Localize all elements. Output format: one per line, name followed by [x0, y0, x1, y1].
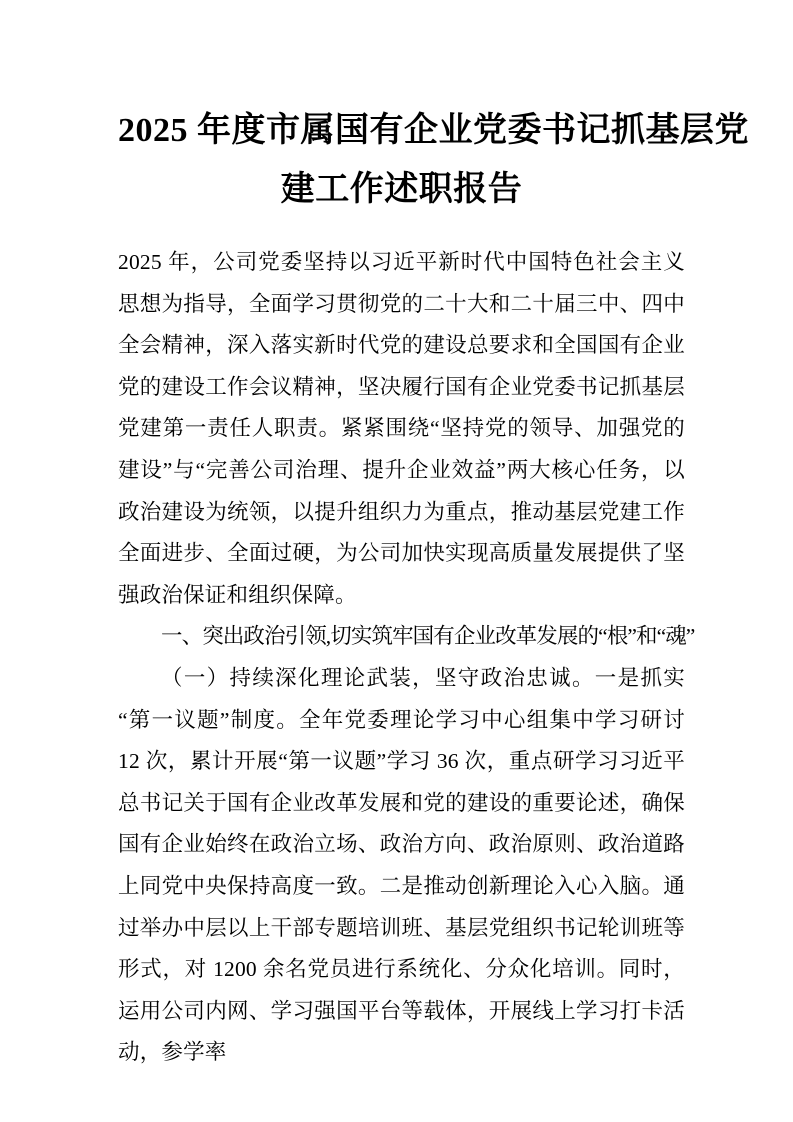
document-title-line-1: 2025 年度市属国有企业党委书记抓基层党 — [118, 112, 749, 149]
section-heading: 一、突出政治引领,切实筑牢国有企业改革发展的“根”和“魂” — [161, 624, 695, 649]
document-title — [118, 101, 749, 219]
intro-paragraph: 2025 年，公司党委坚持以习近平新时代中国特色社会主义思想为指导，全面学习贯彻党的二十大和二十届三中、四中全会精神，深入落实新时代党的建设总要求和全国国有企业党的建设工作会议精神，坚决履行国有企业党委书记抓基层党建第一责任人职责。紧紧围绕“坚持党的领导、加强党的建设”与“完善公司治理、提升企业效益”两大核心任务，以政治建设为统领，以提升组织力为重点，推动基层党建工作全面进步、全面过硬，为公司加快实现高质量发展提供了坚强政治保证和组织保障。 — [118, 250, 685, 607]
document-body — [118, 242, 695, 1074]
section-paragraph: （一）持续深化理论武装，坚守政治忠诚。一是抓实“第一议题”制度。全年党委理论学习中心组集中学习研讨 12 次，累计开展“第一议题”学习 36 次，重点研学习习近平总书记关于国有企业改革发展和党的建设的重要论述，确保国有企业始终在政治立场、政治方向、政治原则、政治道路上同党中央保持高度一致。二是推动创新理论入心入脑。通过举办中层以上干部专题培训班、基层党组织书记轮训班等形式，对 1200 余名党员进行系统化、分众化培训。同时，运用公司内网、学习强国平台等载体，开展线上学习打卡活动，参学率 — [118, 665, 685, 1065]
document-title-line-2: 建工作述职报告 — [280, 171, 523, 208]
